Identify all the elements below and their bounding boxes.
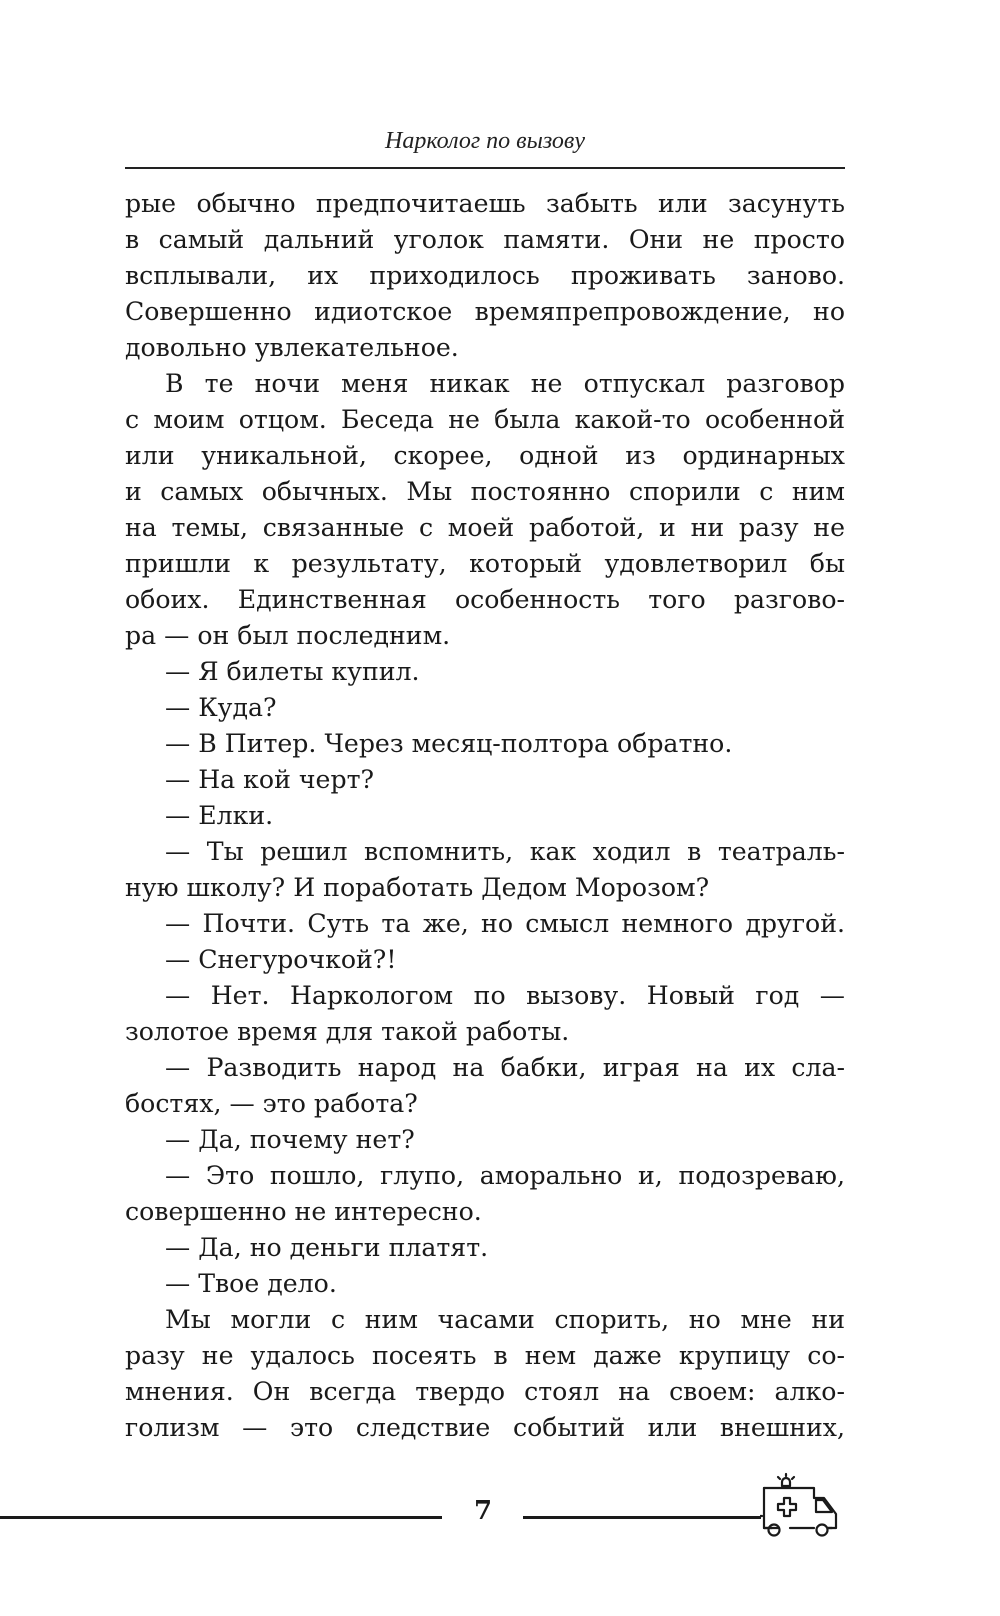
text-line: ра — он был последним. [125,621,451,650]
dialogue-line: — Ты решил вспомнить, как ходил в театраль- [165,837,845,866]
header-rule [125,167,845,169]
text-line: голизм — это следствие событий или внешних, [125,1413,845,1442]
text-line: или уникальной, скорее, одной из ординарных [125,441,845,470]
dialogue-line: — Разводить народ на бабки, играя на их сла- [165,1053,845,1082]
dialogue-line: — Снегурочкой?! [165,945,397,974]
dialogue-line: — Почти. Суть та же, но смысл немного другой. [165,909,845,938]
dialogue-line: — Елки. [165,801,274,830]
footer-rule-right [523,1516,761,1519]
running-head-title: Нарколог по вызову [385,128,585,154]
page-number: 7 [473,1496,493,1526]
text-line: золотое время для такой работы. [125,1017,570,1046]
text-line: мнения. Он всегда твердо стоял на своем: алко- [125,1377,845,1406]
text-line: в самый дальний уголок памяти. Они не просто [125,225,845,254]
text-line: пришли к результату, который удовлетворил бы [125,549,845,578]
dialogue-line: — Куда? [165,693,277,722]
page-body-text [125,186,845,1446]
text-line: разу не удалось посеять в нем даже крупицу со- [125,1341,845,1370]
text-line: и самых обычных. Мы постоянно спорили с ним [125,477,845,506]
dialogue-line: — Это пошло, глупо, аморально и, подозреваю, [165,1161,845,1190]
text-line: на темы, связанные с моей работой, и ни разу не [125,513,845,542]
text-line: совершенно не интересно. [125,1197,482,1226]
text-line: Мы могли с ним часами спорить, но мне ни [165,1305,845,1334]
footer-rule-left [0,1516,442,1519]
dialogue-line: — Да, почему нет? [165,1125,415,1154]
text-line: обоих. Единственная особенность того разгово- [125,585,845,614]
dialogue-line: — На кой черт? [165,765,375,794]
text-line: рые обычно предпочитаешь забыть или засунуть [125,189,845,218]
ambulance-icon [760,1472,848,1542]
dialogue-line: — Я билеты купил. [165,657,420,686]
text-line: всплывали, их приходилось проживать заново. [125,261,845,290]
text-line: ную школу? И поработать Дедом Морозом? [125,873,710,902]
dialogue-line: — Твое дело. [165,1269,337,1298]
dialogue-line: — Да, но деньги платят. [165,1233,489,1262]
text-line: Совершенно идиотское времяпрепровождение, но [125,297,845,326]
text-line: довольно увлекательное. [125,333,459,362]
text-line: бостях, — это работа? [125,1089,418,1118]
dialogue-line: — В Питер. Через месяц-полтора обратно. [165,729,733,758]
text-line: с моим отцом. Беседа не была какой-то особенной [125,405,845,434]
text-line: В те ночи меня никак не отпускал разговор [165,369,845,398]
dialogue-line: — Нет. Наркологом по вызову. Новый год — [165,981,845,1010]
